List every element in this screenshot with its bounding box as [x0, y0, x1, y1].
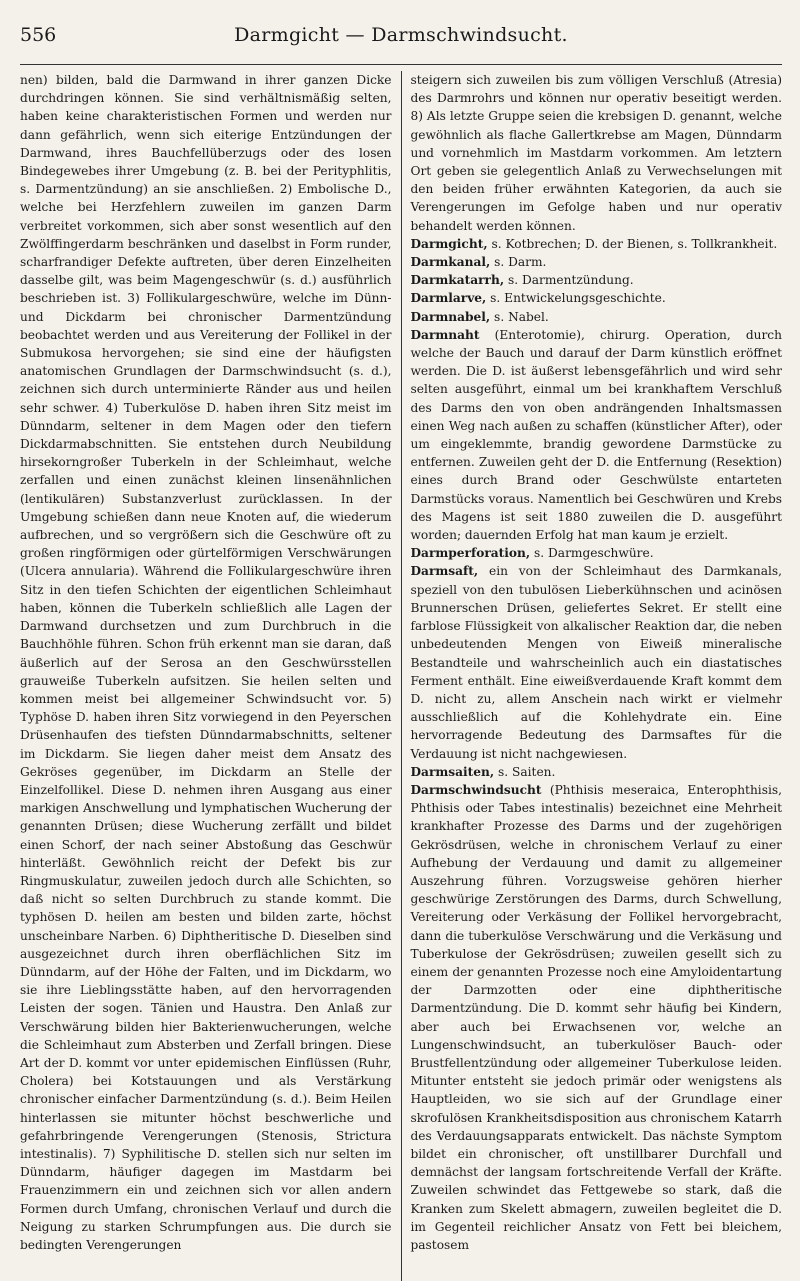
headword: Darmnabel, — [410, 309, 491, 324]
entry-text: s. Kotbrechen; D. der Bienen, s. Tollkrankheit. — [487, 236, 778, 251]
entry-darmschwindsucht — [410, 781, 782, 1254]
headword: Darmsaft, — [410, 564, 479, 579]
entry-text: s. Saiten. — [494, 764, 556, 779]
headword: Darmsaiten, — [410, 764, 495, 779]
entry-darmgicht — [410, 235, 782, 253]
entry-text: s. Darmentzündung. — [504, 273, 634, 288]
entry-text: (Enterotomie), chirurg. Operation, durch welche der Bauch und darauf der Darm künstlich eröffnet werden. Die D. ist äußerst lebensgefährlich und wird sehr selten ausgeführt, einmal um bei krankhaftem Verschluß des Darms den von oben andrängenden Inhaltsmassen einen Weg nach außen zu schaffen (künstlicher After), oder um eingeklemmte, brandig gewordene Darmstücke zu entfernen. Zuweilen geht der D. die Entfernung (Resektion) eines durch Brand oder Geschwülste entarteten Darmstücks voraus. Namentlich bei Geschwüren und Krebs des Magens ist seit 1880 zuweilen die D. ausgeführt worden; dauernden Erfolg hat man kaum je erzielt. — [410, 327, 782, 543]
left-column — [20, 71, 392, 1281]
headword: Darmperforation, — [410, 546, 531, 561]
entry-darmlarve — [410, 289, 782, 307]
headword: Darmgicht, — [410, 236, 488, 251]
entry-text: steigern sich zuweilen bis zum völligen Verschluß (Atresia) des Darmrohrs und können nur operativ beseitigt werden. 8) Als letzte Gruppe seien die krebsigen D. genannt, welche gewöhnlich als flache Gallertkrebse am Magen, Dünndarm und vornehmlich im Mastdarm vorkommen. Am letztern Ort geben sie gelegentlich Anlaß zu Verwechselungen mit den beiden früher erwähnten Kategorien, da auch sie Verengerungen im Gefolge haben und nur operativ behandelt werden können. — [410, 73, 782, 233]
paragraph: nen) bilden, bald die Darmwand in ihrer ganzen Dicke durchdringen können. Sie sind verhältnismäßig selten, haben keine charakteristischen Formen und werden nur dann gefährlich, wenn sich eiterige Entzündungen der Darmwand, ihres Bauchfellüberzugs oder des losen Bindegewebes ihrer Umgebung (z. B. bei der Perityphlitis, s. Darmentzündung) an sie anschließen. 2) Embolische D., welche bei Herzfehlern zuweilen im ganzen Darm verbreitet vorkommen, sich aber sonst wesentlich auf den Zwölffingerdarm beschränken und daselbst in Form runder, scharfrandiger Defekte auftreten, über deren Einzelheiten dasselbe gilt, was beim Magengeschwür (s. d.) ausführlich beschrieben ist. 3) Follikulargeschwüre, welche im Dünn- und Dickdarm bei chronischer Darmentzündung beobachtet werden und aus Vereiterung der Follikel in der Submukosa hervorgehen; sie sind eine der häufigsten anatomischen Grundlagen der Darmschwindsucht (s. d.), zeichnen sich durch unterminierte Ränder aus und heilen sehr schwer. 4) Tuberkulöse D. haben ihren Sitz meist im Dünndarm, seltener in dem Magen oder den tiefern Dickdarmabschnitten. Sie entstehen durch Neubildung hirsekorngroßer Tuberkeln in der Schleimhaut, welche zerfallen und einen zunächst kleinen linsenähnlichen (lentikulären) Substanzverlust zurücklassen. In der Umgebung schießen dann neue Knoten auf, die wiederum aufbrechen, und so vergrößern sich die Geschwüre oft zu großen ringförmigen oder gürtelförmigen Verschwärungen (Ulcera annularia). Während die Follikulargeschwüre ihren Sitz in den tiefen Schichten der eigentlichen Schleimhaut haben, können die Tuberkeln schließlich alle Lagen der Darmwand durchsetzen und zum Durchbruch in die Bauchhöhle führen. Schon früh erkennt man sie daran, daß äußerlich auf der Serosa an den Geschwürsstellen grauweiße Tuberkeln aufsitzen. Sie heilen selten und kommen meist bei allgemeiner Schwindsucht vor. 5) Typhöse D. haben ihren Sitz vorwiegend in den Peyerschen Drüsenhaufen des tiefsten Dünndarmabschnitts, seltener im Dickdarm. Sie liegen daher meist dem Ansatz des Gekröses gegenüber, im Dickdarm an Stelle der Einzelfollikel. Diese D. nehmen ihren Ausgang aus einer markigen Anschwellung und lymphatischen Wucherung der genannten Drüsen; diese Wucherung zerfällt und bildet einen Schorf, der nach seiner Abstoßung das Geschwür hinterläßt. Gewöhnlich reicht der Defekt bis zur Ringmuskulatur, zuweilen jedoch durch alle Schichten, so daß nicht so selten Durchbruch zu stande kommt. Die typhösen D. heilen am besten und bilden zarte, höchst unscheinbare Narben. 6) Diphtheritische D. Dieselben sind ausgezeichnet durch ihren oberflächlichen Sitz im Dünndarm, auf der Höhe der Falten, und im Dickdarm, wo sie ihre Lieblingsstätte haben, auf den hervorragenden Leisten der sogen. Tänien und Haustra. Den Anlaß zur Verschwärung bilden hier Bakterienwucherungen, welche die Schleimhaut zum Absterben und Zerfall bringen. Diese Art der D. kommt vor unter epidemischen Einflüssen (Ruhr, Cholera) bei Kotstauungen und als Verstärkung chronischer einfacher Darmentzündung (s. d.). Beim Heilen hinterlassen sie mitunter höchst beschwerliche und gefahrbringende Verengerungen (Stenosis, Strictura intestinalis). 7) Syphilitische D. stellen sich nur selten im Dünndarm, häufiger dagegen im Mastdarm bei Frauenzimmern ein und zeichnen sich vor allen andern Formen durch Umfang, chronischen Verlauf und durch die Neigung zu starken Schrumpfungen aus. Die durch sie bedingten Verengerungen — [20, 73, 392, 1252]
entry-darmnaht — [410, 326, 782, 544]
right-column — [410, 71, 782, 1281]
headword: Darmkatarrh, — [410, 273, 505, 288]
page-header — [20, 24, 782, 65]
entry-text: s. Darm. — [490, 255, 547, 270]
headword: Darmschwindsucht — [410, 782, 542, 797]
entry-darmperforation — [410, 544, 782, 562]
entry-darmkatarrh — [410, 271, 782, 289]
headword: Darmnaht — [410, 327, 480, 342]
paragraph — [410, 71, 782, 235]
entry-text: s. Entwickelungsgeschichte. — [486, 291, 666, 306]
headword: Darmlarve, — [410, 291, 487, 306]
entry-text: (Phthisis meseraica, Enterophthisis, Phthisis oder Tabes intestinalis) bezeichnet eine Mehrheit krankhafter Prozesse des Darms und der zugehörigen Gekrösdrüsen, welche in chronischem Verlauf zu einer Aufhebung der Verdauung und damit zu allgemeiner Auszehrung führen. Vorzugsweise gehören hierher geschwürige Zerstörungen des Darms, durch Schwellung, Vereiterung oder Verkäsung der Follikel hervorgebracht, dann die tuberkulöse Verschwärung und die Verkäsung und Tuberkulose der Gekrösdrüsen; zuweilen gesellt sich zu einem der genannten Prozesse noch eine Amyloidentartung der Darmzotten oder eine diphtheritische Darmentzündung. Die D. kommt sehr häufig bei Kindern, aber auch bei Erwachsenen vor, welche an Lungenschwindsucht, an tuberkulöser Bauch- oder Brustfellentzündung oder allgemeiner Tuberkulose leiden. Mitunter entsteht sie jedoch primär oder wenigstens als Hauptleiden, wo sie sich auf der Grundlage einer skrofulösen Krankheitsdisposition aus chronischem Katarrh des Verdauungsapparats entwickelt. Das nächste Symptom bildet ein chronischer, oft unstillbarer Durchfall und demnächst der langsam fortschreitende Verfall der Kräfte. Zuweilen schwindet das Fettgewebe so stark, daß die Kranken zum Skelett abmagern, zuweilen begleitet die D. im Gegenteil reichlicher Ansatz von Fett bei bleichem, pastosem — [410, 782, 782, 1252]
entry-darmnabel — [410, 308, 782, 326]
column-divider — [401, 71, 402, 1281]
page-number: 556 — [20, 24, 57, 46]
entry-darmsaft — [410, 562, 782, 762]
entry-darmkanal — [410, 253, 782, 271]
entry-text: ein von der Schleimhaut des Darmkanals, speziell von den tubulösen Lieberkühnschen und acinösen Brunnerschen Drüsen, geliefertes Sekret. Er stellt eine farblose Flüssigkeit von alkalischer Reaktion dar, die neben unbedeutenden Mengen von Eiweiß mineralische Bestandteile und wahrscheinlich auch ein diastatisches Ferment enthält. Eine eiweißverdauende Kraft kommt dem D. nicht zu, allem Anschein nach wirkt er vielmehr ausschließlich auf die Kohlehydrate ein. Eine hervorragende Bedeutung des Darmsaftes für die Verdauung ist nicht nachgewiesen. — [410, 564, 782, 761]
entry-text: s. Nabel. — [490, 309, 549, 324]
entry-darmsaiten — [410, 763, 782, 781]
entry-text: s. Darmgeschwüre. — [530, 546, 654, 561]
text-columns — [20, 71, 782, 1281]
running-head: Darmgicht — Darmschwindsucht. — [234, 24, 568, 46]
headword: Darmkanal, — [410, 255, 491, 270]
